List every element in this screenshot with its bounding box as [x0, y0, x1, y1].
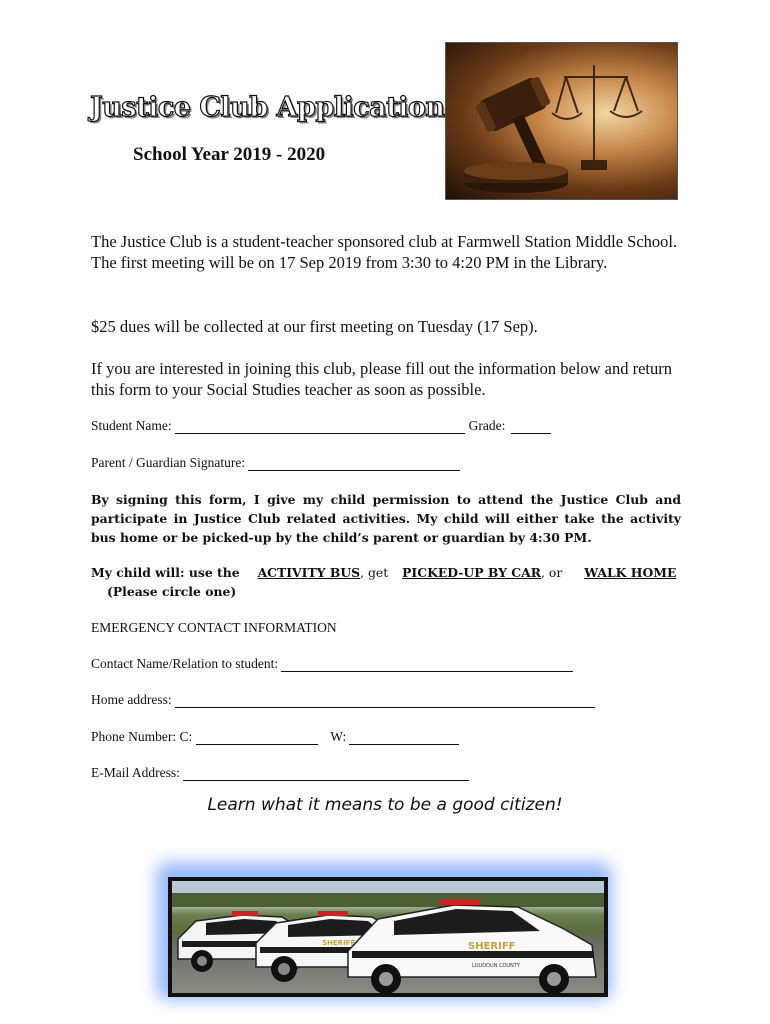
instructions-paragraph: If you are interested in joining this club, please fill out the information below and return this form to your Social Studies teacher as soon as possible. [91, 359, 673, 399]
sheriff-police-cars-image [168, 877, 608, 997]
contact-name-label: Contact Name/Relation to student: [91, 656, 279, 671]
separator-get: , get [360, 565, 389, 580]
gavel-and-scales-image [445, 42, 678, 200]
home-address-label: Home address: [91, 692, 172, 707]
police-cars-illustration [172, 881, 604, 993]
gavel-illustration [446, 43, 677, 199]
police-car-front [348, 899, 596, 993]
phone-work-label: W: [330, 729, 347, 744]
parent-signature-row [91, 455, 464, 471]
student-name-field[interactable] [175, 421, 465, 434]
grade-field[interactable] [511, 421, 551, 434]
page-title: Justice Club Application [90, 92, 445, 123]
slogan: Learn what it means to be a good citizen! [207, 795, 563, 815]
choice-prefix: My child will: use the [91, 565, 240, 580]
emergency-contact-heading: EMERGENCY CONTACT INFORMATION [91, 620, 337, 635]
contact-name-field[interactable] [281, 659, 573, 672]
separator-or: , or [541, 565, 563, 580]
email-field[interactable] [183, 768, 469, 781]
transport-choice-row [91, 565, 676, 580]
school-year-subtitle: School Year 2019 - 2020 [133, 144, 326, 165]
car-door-text-front: SHERIFF [468, 941, 516, 952]
grade-label: Grade: [468, 418, 506, 433]
phone-cell-field[interactable] [196, 732, 318, 745]
intro-paragraph-1: The Justice Club is a student-teacher sponsored club at Farmwell Station Middle School. The first meeting will be on 17 Sep 2019 from 3:30 to 4:20 PM in the Library. [91, 232, 678, 272]
option-walk-home[interactable]: WALK HOME [584, 565, 677, 580]
home-address-row [91, 692, 599, 708]
parent-signature-field[interactable] [248, 458, 460, 471]
dues-paragraph: $25 dues will be collected at our first meeting on Tuesday (17 Sep). [91, 317, 538, 336]
car-county-text: LOUDOUN COUNTY [472, 963, 520, 969]
contact-name-row [91, 656, 577, 672]
email-row [91, 765, 473, 781]
permission-statement: By signing this form, I give my child permission to attend the Justice Club and participate in Justice Club related activities. My child will either take the activity bus home or be picked-up by the child’s parent or guardian by 4:30 PM. [91, 492, 681, 545]
phone-cell-label: Phone Number: C: [91, 729, 193, 744]
student-name-label: Student Name: [91, 418, 172, 433]
email-label: E-Mail Address: [91, 765, 180, 780]
phone-number-row [91, 729, 463, 745]
phone-work-field[interactable] [349, 732, 459, 745]
car-door-text-middle: SHERIFF [322, 939, 356, 947]
home-address-field[interactable] [175, 695, 595, 708]
circle-one-note: (Please circle one) [107, 584, 237, 599]
option-activity-bus[interactable]: ACTIVITY BUS [257, 565, 361, 580]
parent-signature-label: Parent / Guardian Signature: [91, 455, 246, 470]
student-name-row [91, 418, 555, 434]
option-picked-up-by-car[interactable]: PICKED-UP BY CAR [402, 565, 542, 580]
